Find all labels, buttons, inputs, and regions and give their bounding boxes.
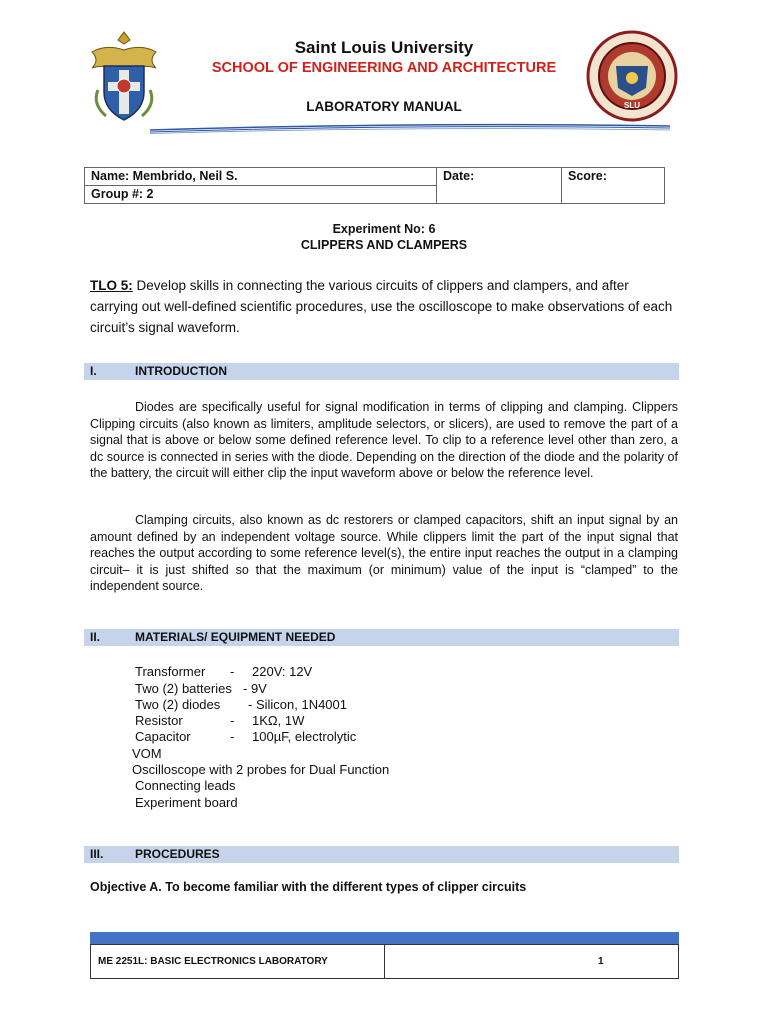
material-item	[135, 697, 347, 714]
objective-a: Objective A. To become familiar with the different types of clipper circuits	[90, 880, 527, 894]
material-item: Experiment board	[135, 795, 238, 810]
section-title: INTRODUCTION	[135, 364, 227, 378]
tlo-label: TLO 5:	[90, 278, 133, 293]
experiment-number: Experiment No: 6	[332, 222, 436, 236]
material-name: Two (2) diodes	[135, 697, 221, 712]
section-procedures-header	[84, 846, 679, 863]
material-spec: 220V: 12V	[252, 664, 313, 679]
material-item	[135, 729, 356, 746]
experiment-title: CLIPPERS AND CLAMPERS	[300, 238, 468, 252]
material-spec: - Silicon, 1N4001	[248, 697, 347, 712]
material-item	[135, 681, 267, 698]
material-spec: 100µF, electrolytic	[252, 729, 357, 744]
material-item: Oscilloscope with 2 probes for Dual Function	[132, 762, 390, 777]
section-title: PROCEDURES	[135, 847, 220, 861]
intro-paragraph-1: Diodes are specifically useful for signal modification in terms of clipping and clamping. Clippers Clipping circuits (also known as limiters, amplitude selectors, or slicers), are used to remove the part of a signal that is above or below some defined reference level. To clip to a reference level other than zero, a dc source is connected in series with the diode. Depending on the direction of the diode and the polarity of the battery, the circuit will either clip the input waveform above or below the reference level.	[90, 400, 678, 481]
material-item: Connecting leads	[135, 778, 236, 793]
date-cell: Date:	[437, 168, 562, 204]
material-dash: -	[230, 729, 235, 744]
section-introduction-header	[84, 363, 679, 380]
section-materials-header	[84, 629, 679, 646]
material-item: VOM	[132, 746, 162, 761]
school-name: SCHOOL OF ENGINEERING AND ARCHITECTURE	[211, 60, 557, 76]
section-number: II.	[90, 630, 101, 644]
material-item	[135, 664, 312, 681]
footer-page-number: 1	[598, 956, 604, 967]
material-name: Capacitor	[135, 729, 191, 744]
header-divider	[150, 122, 670, 134]
section-number: III.	[90, 847, 104, 861]
manual-title: LABORATORY MANUAL	[306, 99, 462, 114]
material-spec: - 9V	[243, 681, 267, 696]
material-spec: 1KΩ, 1W	[252, 713, 305, 728]
university-name: Saint Louis University	[294, 38, 474, 57]
footer-accent-bar	[90, 932, 679, 944]
material-name: Two (2) batteries	[135, 681, 232, 696]
student-info-table	[84, 167, 665, 204]
material-dash: -	[230, 664, 235, 679]
name-cell: Name: Membrido, Neil S.	[85, 168, 437, 186]
intro-paragraph-2: Clamping circuits, also known as dc restorers or clamped capacitors, shift an input signal by an amount defined by an independent voltage source. While clippers limit the part of the input signal that reaches the output according to some reference level(s), the entire input reaches the output in a clamping circuit– it is just shifted so that the maximum (or minimum) value of the input is “clamped” to the independent source.	[90, 513, 678, 594]
footer-divider	[384, 944, 385, 979]
section-number: I.	[90, 364, 97, 378]
tlo-text: Develop skills in connecting the various circuits of clippers and clampers, and after carrying out well-defined scientific procedures, use the oscilloscope to make observations of each circuit’s signal waveform.	[90, 278, 673, 335]
material-item	[135, 713, 304, 730]
material-name: Resistor	[135, 713, 183, 728]
seal-text: SLU	[624, 101, 640, 110]
section-title: MATERIALS/ EQUIPMENT NEEDED	[135, 630, 336, 644]
footer-course-title: ME 2251L: BASIC ELECTRONICS LABORATORY	[98, 956, 328, 967]
group-cell: Group #: 2	[85, 186, 437, 204]
tlo-statement	[90, 275, 680, 338]
score-cell: Score:	[562, 168, 665, 204]
material-dash: -	[230, 713, 235, 728]
engineering-seal-logo	[586, 30, 678, 122]
material-name: Transformer	[135, 664, 206, 679]
